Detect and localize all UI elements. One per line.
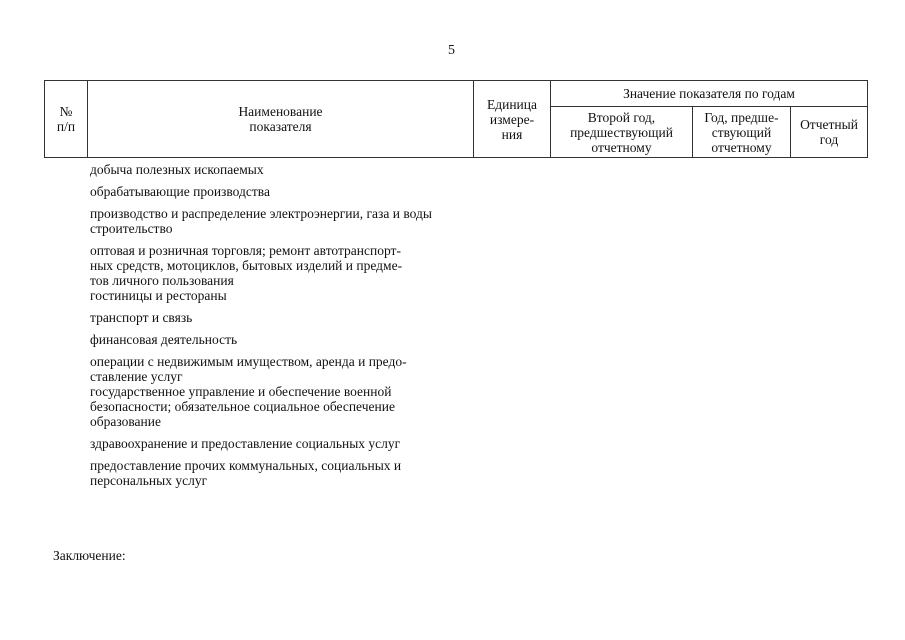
list-item: строительство <box>90 221 173 236</box>
conclusion-label: Заключение: <box>53 548 126 563</box>
indicator-table-header <box>44 80 868 158</box>
list-item: здравоохранение и предоставление социальных услуг <box>90 436 401 451</box>
list-item: государственное управление и обеспечение военной безопасности; обязательное социальное обеспечение <box>90 384 395 414</box>
list-item: предоставление прочих коммунальных, социальных и персональных услуг <box>90 458 402 488</box>
list-item: оптовая и розничная торговля; ремонт автотранспорт- ных средств, мотоциклов, бытовых изделий и предме- тов личного пользования <box>90 243 403 288</box>
list-item: обрабатывающие производства <box>90 184 270 199</box>
col-second-prior-year-header: Второй год, предшествующий отчетному <box>551 107 693 158</box>
indicator-rows <box>90 162 460 495</box>
list-item: финансовая деятельность <box>90 332 238 347</box>
list-item: производство и распределение электроэнергии, газа и воды <box>90 206 432 221</box>
col-number-header: № п/п <box>45 81 88 158</box>
col-prior-year-header: Год, предше- ствующий отчетному <box>693 107 791 158</box>
col-report-year-header: Отчетный год <box>791 107 868 158</box>
list-item: добыча полезных ископаемых <box>90 162 264 177</box>
list-item: операции с недвижимым имуществом, аренда и предо- ставление услуг <box>90 354 407 384</box>
col-name-header: Наименование показателя <box>88 81 474 158</box>
list-item: гостиницы и рестораны <box>90 288 227 303</box>
col-group-header: Значение показателя по годам <box>551 81 868 107</box>
col-unit-header: Единица измере- ния <box>474 81 551 158</box>
page-number: 5 <box>448 43 455 58</box>
list-item: образование <box>90 414 161 429</box>
list-item: транспорт и связь <box>90 310 193 325</box>
